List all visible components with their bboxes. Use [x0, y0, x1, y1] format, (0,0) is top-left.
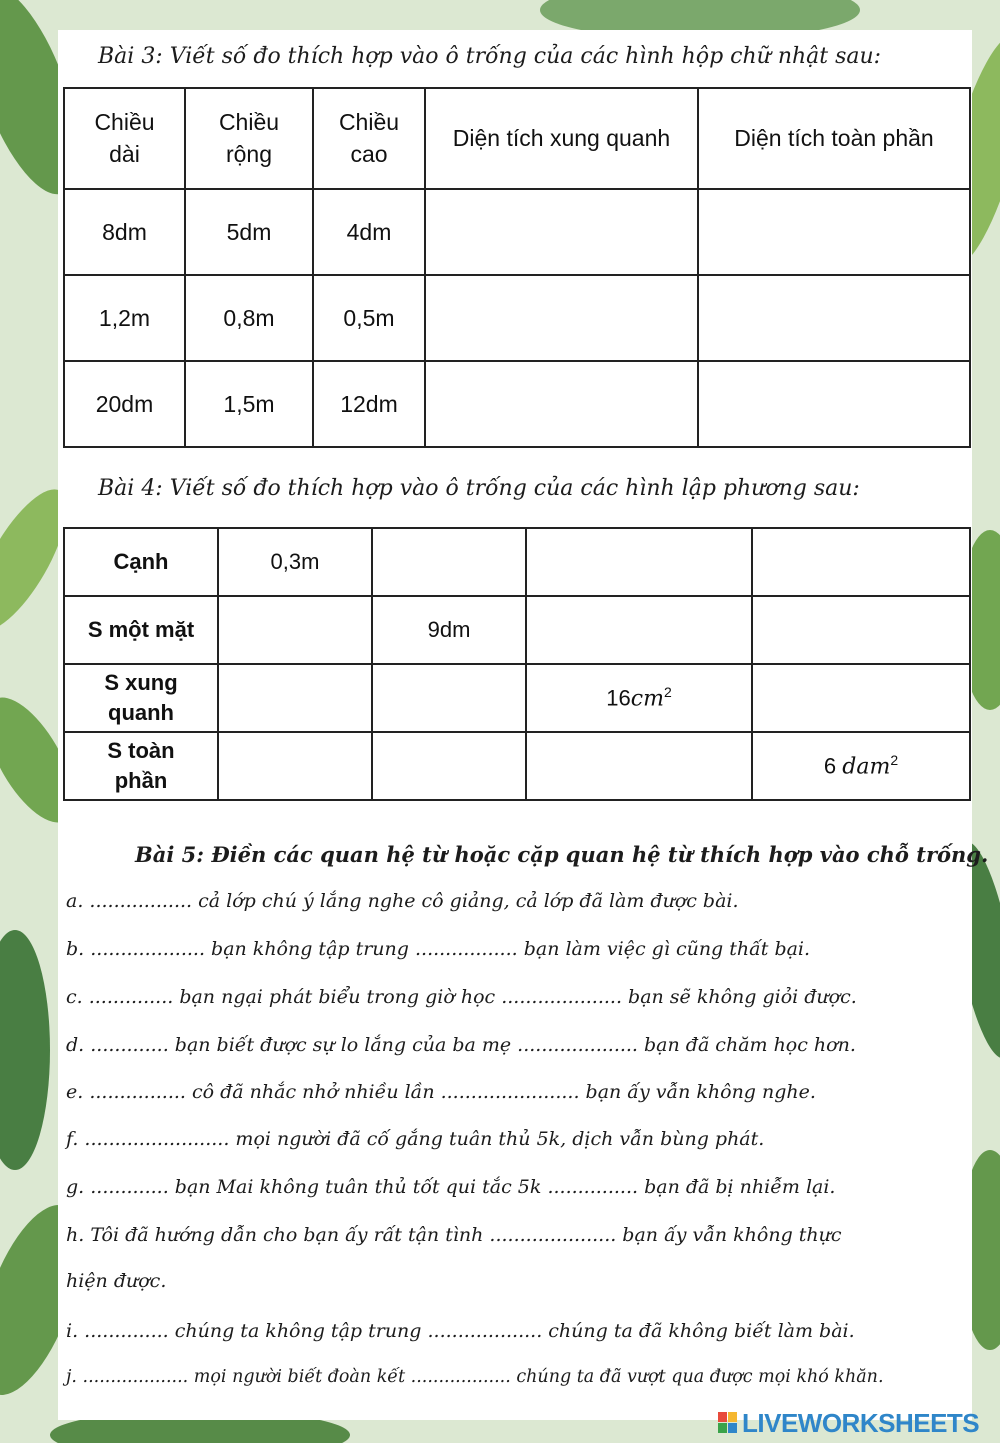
exercise-5-item-d[interactable]: d. ............. bạn biết được sự lo lắng của ba mẹ .................... bạn đã chăm học hơn. [66, 1034, 856, 1056]
table-header-row [64, 88, 970, 189]
table-row [64, 528, 970, 596]
cell-face-area-value: 9dm [372, 596, 526, 664]
cell-length: 8dm [64, 189, 185, 275]
answer-cell-lateral-area[interactable] [425, 275, 698, 361]
answer-cell[interactable] [218, 732, 372, 800]
cell-length: 20dm [64, 361, 185, 447]
answer-cell[interactable] [372, 664, 526, 732]
exercise-5-item-c[interactable]: c. .............. bạn ngại phát biểu trong giờ học .................... bạn sẽ không giỏi được. [66, 986, 857, 1008]
cell-lateral-area-value [526, 664, 752, 732]
exercise-5-item-h[interactable]: h. Tôi đã hướng dẫn cho bạn ấy rất tận tình ..................... bạn ấy vẫn không thực [66, 1224, 842, 1246]
table-row [64, 189, 970, 275]
exercise-5-item-h-continued: hiện được. [66, 1270, 167, 1292]
lateral-area-number: 16 [606, 685, 631, 711]
liveworksheets-watermark [718, 1408, 979, 1438]
cell-length: 1,2m [64, 275, 185, 361]
row-label-edge: Cạnh [64, 528, 218, 596]
header-height: Chiều cao [313, 88, 425, 189]
exponent: 2 [663, 684, 672, 701]
exercise-5-item-e[interactable]: e. ................ cô đã nhắc nhở nhiều lần ....................... bạn ấy vẫn không nghe. [66, 1081, 816, 1103]
table-row [64, 664, 970, 732]
cell-height: 4dm [313, 189, 425, 275]
liveworksheets-logo-icon [718, 1412, 738, 1434]
cell-width: 5dm [185, 189, 313, 275]
exercise-3-title: Bài 3: Viết số đo thích hợp vào ô trống của các hình hộp chữ nhật sau: [98, 44, 882, 69]
rectangular-box-table [63, 87, 971, 448]
answer-cell-total-area[interactable] [698, 361, 970, 447]
answer-cell[interactable] [218, 596, 372, 664]
exercise-5-item-g[interactable]: g. ............. bạn Mai không tuân thủ tốt qui tắc 5k ............... bạn đã bị nhiễm lại. [66, 1176, 836, 1198]
answer-cell-lateral-area[interactable] [425, 361, 698, 447]
header-total-area: Diện tích toàn phần [698, 88, 970, 189]
exercise-5-item-b[interactable]: b. ................... bạn không tập trung ................. bạn làm việc gì cũng thất bại. [66, 938, 811, 960]
cell-edge-value: 0,3m [218, 528, 372, 596]
total-area-number: 6 [823, 753, 837, 779]
exercise-5-item-f[interactable]: f. ........................ mọi người đã cố gắng tuân thủ 5k, dịch vẫn bùng phát. [66, 1128, 765, 1150]
exponent: 2 [890, 752, 899, 769]
answer-cell[interactable] [526, 732, 752, 800]
answer-cell[interactable] [752, 664, 970, 732]
answer-cell[interactable] [526, 528, 752, 596]
table-row [64, 732, 970, 800]
exercise-5-item-a[interactable]: a. ................. cả lớp chú ý lắng nghe cô giảng, cả lớp đã làm được bài. [66, 890, 739, 912]
row-label-face-area: S một mặt [64, 596, 218, 664]
table-row [64, 596, 970, 664]
answer-cell-total-area[interactable] [698, 189, 970, 275]
exercise-4-title: Bài 4: Viết số đo thích hợp vào ô trống của các hình lập phương sau: [98, 476, 860, 501]
exercise-5-item-j[interactable]: j. ................... mọi người biết đoàn kết .................. chúng ta đã vượt qua được mọi khó khăn. [66, 1367, 884, 1387]
cell-height: 0,5m [313, 275, 425, 361]
answer-cell[interactable] [372, 528, 526, 596]
table-row [64, 275, 970, 361]
answer-cell[interactable] [752, 528, 970, 596]
lateral-area-unit: cm [630, 686, 664, 712]
answer-cell-total-area[interactable] [698, 275, 970, 361]
header-length: Chiều dài [64, 88, 185, 189]
watermark-text: LIVEWORKSHEETS [742, 1407, 980, 1438]
exercise-5-item-i[interactable]: i. .............. chúng ta không tập trung ................... chúng ta đã không biết làm bài. [66, 1320, 855, 1342]
cell-height: 12dm [313, 361, 425, 447]
cell-width: 1,5m [185, 361, 313, 447]
total-area-unit: dam [842, 754, 891, 780]
answer-cell[interactable] [218, 664, 372, 732]
cell-total-area-value [752, 732, 970, 800]
answer-cell[interactable] [372, 732, 526, 800]
answer-cell-lateral-area[interactable] [425, 189, 698, 275]
answer-cell[interactable] [752, 596, 970, 664]
header-width: Chiều rộng [185, 88, 313, 189]
cube-table [63, 527, 971, 801]
answer-cell[interactable] [526, 596, 752, 664]
row-label-total-area: S toàn phần [64, 732, 218, 800]
cell-width: 0,8m [185, 275, 313, 361]
row-label-lateral-area: S xung quanh [64, 664, 218, 732]
table-row [64, 361, 970, 447]
header-lateral-area: Diện tích xung quanh [425, 88, 698, 189]
exercise-5-title: Bài 5: Điền các quan hệ từ hoặc cặp quan hệ từ thích hợp vào chỗ trống. [135, 842, 989, 867]
